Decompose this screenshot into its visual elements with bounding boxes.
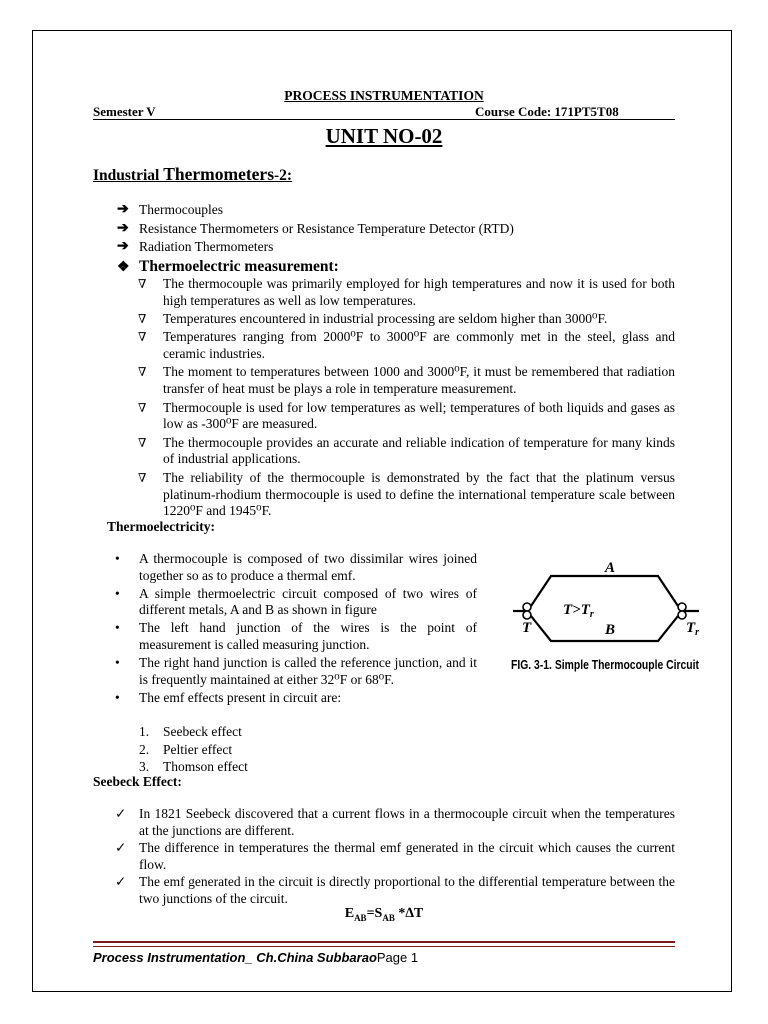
footer-divider-thick (93, 941, 675, 943)
checkmark-icon: ✓ (115, 874, 127, 890)
list-item: ➔ Resistance Thermometers or Resistance Temperature Detector (RTD) (117, 220, 514, 239)
figure-caption: FIG. 3-1. Simple Thermocouple Circuit (511, 657, 700, 672)
list-item: ➔ Thermocouples (117, 201, 514, 220)
list-item: ✓ The emf generated in the circuit is directly proportional to the differential temperature between the two junctions of the circuit. (115, 874, 675, 906)
thermocouple-circuit-figure (503, 552, 708, 677)
bullet-icon: • (115, 585, 120, 601)
section-title: Industrial Thermometers-2: (93, 164, 293, 184)
seebeck-points (115, 806, 675, 909)
list-item: ∇ The thermocouple was primarily employed for high temperatures and now it is used for both high temperatures as well as low temperatures. (138, 276, 675, 308)
list-item: ✓ In 1821 Seebeck discovered that a current flows in a thermocouple circuit when the temperatures at the junctions are different. (115, 806, 675, 838)
nabla-bullet-icon: ∇ (138, 435, 147, 450)
list-item: • A simple thermoelectric circuit composed of two wires of different metals, A and B as shown in figure (115, 585, 477, 618)
thermometer-type-list (117, 201, 514, 257)
measuring-junction (523, 603, 531, 611)
nabla-bullet-icon: ∇ (138, 365, 147, 380)
semester-label: Semester V (93, 104, 156, 119)
condition-label: $T>T_r$ (563, 602, 594, 620)
list-item: ∇ Temperatures encountered in industrial processing are seldom higher than 3000⁰F. (138, 311, 608, 327)
list-item: ✓ The difference in temperatures the thermal emf generated in the circuit which causes the current flow. (115, 840, 675, 872)
footer-text: Process Instrumentation_ Ch.China Subbarao (93, 950, 377, 965)
thermoelectric-points (138, 276, 675, 522)
unit-title: UNIT NO-02 (325, 124, 443, 148)
header-divider (93, 119, 675, 120)
wire-a (531, 576, 678, 606)
bullet-icon: • (115, 689, 120, 705)
bullet-icon: • (115, 655, 120, 671)
diamond-bullet-icon: ❖ (117, 259, 130, 275)
reference-junction (678, 603, 686, 611)
list-item: • The right hand junction is called the reference junction, and it is frequently maintained at either 32⁰F or 68⁰F. (115, 655, 477, 687)
list-item: • A thermocouple is composed of two dissimilar wires joined together so as to produce a thermal emf. (115, 551, 477, 583)
arrow-icon: ➔ (117, 220, 129, 236)
course-code: Course Code: 171PT5T08 (475, 104, 619, 119)
nabla-bullet-icon: ∇ (138, 470, 147, 485)
list-item: ∇ Temperatures ranging from 2000⁰F to 3000⁰F are commonly met in the steel, glass and ceramic industries. (138, 329, 675, 362)
list-item: ∇ The moment to temperatures between 1000 and 3000⁰F, it must be remembered that radiation transfer of heat must be plays a role in temperature measurement. (138, 364, 675, 397)
label-a: A (605, 560, 616, 576)
list-item: 1. Seebeck effect (139, 724, 242, 739)
thermoelectric-heading: ❖ Thermoelectric measurement: (117, 258, 339, 275)
seebeck-equation: $E_{AB}=S_{AB}$ *∆T (344, 906, 424, 923)
footer-divider-thin (93, 946, 675, 947)
label-tr: $T_r$ (686, 620, 700, 638)
page-number: Page 1 (376, 950, 419, 965)
seebeck-heading: Seebeck Effect: (93, 774, 182, 789)
checkmark-icon: ✓ (115, 806, 127, 821)
thermoelectricity-points (115, 551, 477, 708)
bullet-icon: • (115, 620, 120, 636)
emf-effects-list (139, 723, 248, 776)
list-item: • The emf effects present in circuit are: (115, 689, 342, 705)
list-item: 2. Peltier effect (139, 741, 233, 757)
label-b: B (605, 622, 616, 638)
list-item: ∇ The thermocouple provides an accurate and reliable indication of temperature for many kinds of industrial applications. (138, 434, 675, 467)
list-item: ∇ Thermocouple is used for low temperatures as well; temperatures of both liquids and gases as low as -300⁰F are measured. (138, 399, 675, 432)
bullet-icon: • (115, 551, 120, 566)
thermoelectricity-heading: Thermoelectricity: (107, 519, 215, 534)
arrow-icon: ➔ (117, 239, 129, 254)
arrow-icon: ➔ (117, 202, 129, 217)
list-item: ➔ Radiation Thermometers (117, 238, 514, 257)
nabla-bullet-icon: ∇ (138, 277, 147, 291)
list-item: • The left hand junction of the wires is the point of measurement is called measuring junction. (115, 620, 477, 652)
label-t: T (522, 620, 532, 636)
nabla-bullet-icon: ∇ (138, 330, 147, 345)
list-item: ∇ The reliability of the thermocouple is demonstrated by the fact that the platinum versus platinum-rhodium thermocouple is used to define the international temperature scale between 1220⁰F and 1945⁰F. (138, 469, 675, 519)
nabla-bullet-icon: ∇ (138, 312, 147, 327)
list-item: 3. Thomson effect (139, 759, 248, 774)
checkmark-icon: ✓ (115, 840, 127, 856)
footer (93, 950, 418, 965)
document-title: PROCESS INSTRUMENTATION (284, 88, 484, 103)
nabla-bullet-icon: ∇ (138, 400, 147, 415)
